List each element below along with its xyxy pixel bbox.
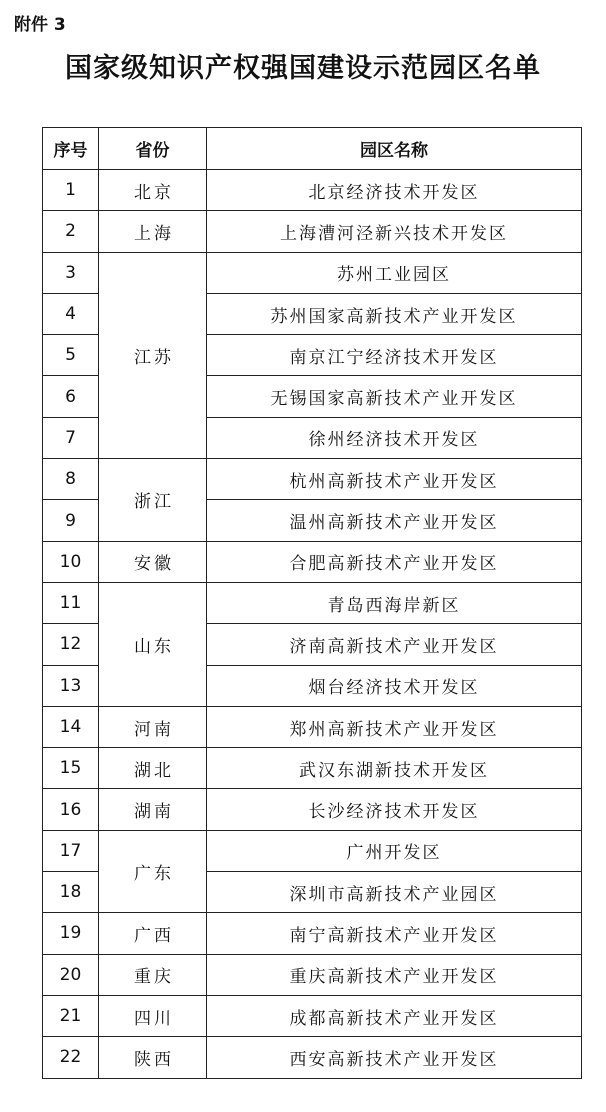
serial-number-cell: 3: [43, 252, 99, 293]
table-row: [43, 252, 582, 293]
serial-number-cell: 21: [43, 995, 99, 1036]
serial-number-cell: 7: [43, 417, 99, 458]
park-name-cell: 无锡国家高新技术产业开发区: [207, 376, 582, 417]
serial-number-cell: 19: [43, 913, 99, 954]
table-row: [43, 541, 582, 582]
table-body: [43, 170, 582, 1079]
province-cell: 安徽: [99, 541, 207, 582]
park-name-cell: 苏州国家高新技术产业开发区: [207, 293, 582, 334]
province-cell: 北京: [99, 170, 207, 211]
park-name-cell: 济南高新技术产业开发区: [207, 624, 582, 665]
table-row: [43, 706, 582, 747]
park-name-cell: 苏州工业园区: [207, 252, 582, 293]
park-name-cell: 上海漕河泾新兴技术开发区: [207, 211, 582, 252]
table-row: [43, 170, 582, 211]
serial-number-cell: 11: [43, 582, 99, 623]
province-cell: 浙江: [99, 459, 207, 542]
park-name-cell: 郑州高新技术产业开发区: [207, 706, 582, 747]
province-cell: 四川: [99, 995, 207, 1036]
serial-number-cell: 17: [43, 830, 99, 871]
table-row: [43, 830, 582, 871]
park-name-cell: 成都高新技术产业开发区: [207, 995, 582, 1036]
park-name-cell: 杭州高新技术产业开发区: [207, 459, 582, 500]
serial-number-cell: 1: [43, 170, 99, 211]
attachment-label: 附件 3: [14, 15, 66, 35]
table-row: [43, 459, 582, 500]
table-row: [43, 1037, 582, 1078]
park-name-cell: 北京经济技术开发区: [207, 170, 582, 211]
table-row: [43, 748, 582, 789]
province-cell: 江苏: [99, 252, 207, 458]
province-cell: 上海: [99, 211, 207, 252]
park-name-cell: 温州高新技术产业开发区: [207, 500, 582, 541]
serial-number-cell: 22: [43, 1037, 99, 1078]
park-name-cell: 广州开发区: [207, 830, 582, 871]
province-cell: 湖南: [99, 789, 207, 830]
park-name-cell: 长沙经济技术开发区: [207, 789, 582, 830]
document-title: 国家级知识产权强国建设示范园区名单: [65, 53, 541, 84]
province-cell: 湖北: [99, 748, 207, 789]
park-list-table: [42, 127, 582, 1079]
serial-number-cell: 4: [43, 293, 99, 334]
serial-number-cell: 14: [43, 706, 99, 747]
table-row: [43, 582, 582, 623]
table-row: [43, 913, 582, 954]
table-row: [43, 995, 582, 1036]
province-cell: 重庆: [99, 954, 207, 995]
park-name-cell: 武汉东湖新技术开发区: [207, 748, 582, 789]
province-cell: 山东: [99, 582, 207, 706]
header-serial-number: 序号: [43, 128, 99, 170]
park-name-cell: 南京江宁经济技术开发区: [207, 335, 582, 376]
park-name-cell: 深圳市高新技术产业园区: [207, 872, 582, 913]
serial-number-cell: 8: [43, 459, 99, 500]
serial-number-cell: 6: [43, 376, 99, 417]
park-name-cell: 青岛西海岸新区: [207, 582, 582, 623]
serial-number-cell: 5: [43, 335, 99, 376]
province-cell: 陕西: [99, 1037, 207, 1078]
serial-number-cell: 2: [43, 211, 99, 252]
park-name-cell: 西安高新技术产业开发区: [207, 1037, 582, 1078]
serial-number-cell: 16: [43, 789, 99, 830]
header-province: 省份: [99, 128, 207, 170]
header-row: [43, 128, 582, 170]
serial-number-cell: 10: [43, 541, 99, 582]
table-row: [43, 789, 582, 830]
table-row: [43, 954, 582, 995]
park-name-cell: 南宁高新技术产业开发区: [207, 913, 582, 954]
park-name-cell: 烟台经济技术开发区: [207, 665, 582, 706]
table-header: [43, 128, 582, 170]
park-name-cell: 徐州经济技术开发区: [207, 417, 582, 458]
park-name-cell: 合肥高新技术产业开发区: [207, 541, 582, 582]
serial-number-cell: 18: [43, 872, 99, 913]
province-cell: 河南: [99, 706, 207, 747]
header-park-name: 园区名称: [207, 128, 582, 170]
province-cell: 广东: [99, 830, 207, 913]
serial-number-cell: 20: [43, 954, 99, 995]
park-name-cell: 重庆高新技术产业开发区: [207, 954, 582, 995]
serial-number-cell: 12: [43, 624, 99, 665]
table-row: [43, 211, 582, 252]
province-cell: 广西: [99, 913, 207, 954]
serial-number-cell: 13: [43, 665, 99, 706]
serial-number-cell: 9: [43, 500, 99, 541]
serial-number-cell: 15: [43, 748, 99, 789]
